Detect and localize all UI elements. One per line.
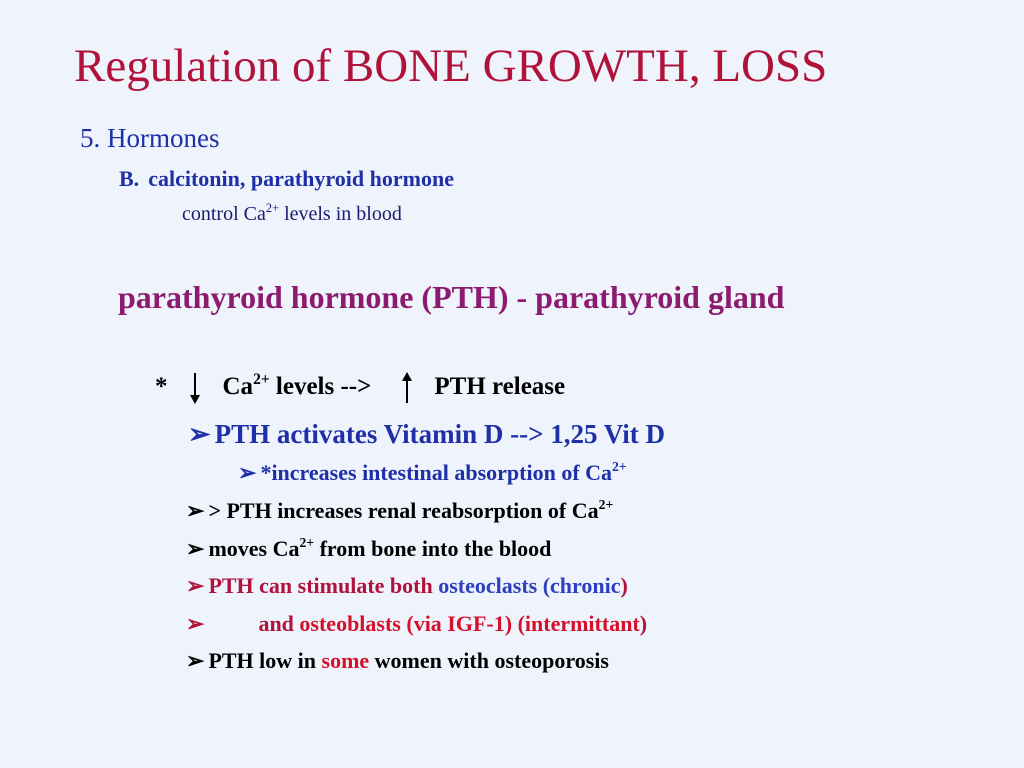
bullet-text-highlight: some [321,648,370,673]
section-heading: 5. Hormones [80,123,220,153]
star-ca: Ca [222,373,254,400]
note-line [182,201,402,227]
bullet-vitamin-d [188,417,665,451]
bullet-arrow-icon: ➢ [188,419,211,449]
bullet-sup: 2+ [299,535,315,551]
bullet-text-post: from bone into the blood [314,536,552,561]
arrow-up-icon [400,371,414,405]
bullet-arrow-icon: ➢ [238,460,257,485]
bullet-text-highlight: osteoclasts (chronic [438,573,621,598]
subsection-heading [119,165,454,193]
bullet-text-highlight: osteoblasts (via IGF-1) (intermittant [299,611,640,636]
bullet-text-post: ) [639,611,648,636]
arrow-down-icon [188,371,202,405]
bullet-osteoporosis [186,646,609,676]
note-pre: control Ca [182,203,266,225]
bullet-osteoclasts [186,571,628,601]
bullet-bone-to-blood [186,534,551,564]
bullet-osteoblasts [186,609,647,639]
star-sup: 2+ [253,370,270,388]
bullet-text: *increases intestinal absorption of Ca [260,460,613,485]
bullet-arrow-icon: ➢ [186,611,205,636]
bullet-arrow-icon: ➢ [186,648,205,673]
bullet-text: moves Ca [208,536,300,561]
bullet-text: PTH can stimulate both [208,573,439,598]
bullet-text-post: ) [620,573,628,598]
bullet-text: and [258,611,300,636]
bullet-intestinal-absorption [238,458,627,488]
slide-title: Regulation of BONE GROWTH, LOSS [74,40,828,92]
subsection-prefix: B. [119,166,140,191]
bullet-text: PTH low in [208,648,322,673]
star-marker: * [155,373,168,400]
bullet-text: > PTH increases renal reabsorption of Ca [208,498,599,523]
note-sup: 2+ [265,200,280,215]
bullet-sup: 2+ [598,497,614,513]
star-line [155,370,565,405]
pth-heading: parathyroid hormone (PTH) - parathyroid gland [118,279,785,315]
star-post: PTH release [434,373,566,400]
bullet-text: PTH activates Vitamin D --> 1,25 Vit D [214,419,665,449]
note-post: levels in blood [279,203,402,225]
bullet-renal-reabsorption [186,496,613,526]
bullet-text-post: women with osteoporosis [369,648,609,673]
star-mid: levels --> [269,373,372,400]
bullet-arrow-icon: ➢ [186,573,205,598]
bullet-arrow-icon: ➢ [186,536,205,561]
bullet-arrow-icon: ➢ [186,498,205,523]
subsection-text: calcitonin, parathyroid hormone [148,166,454,191]
bullet-sup: 2+ [612,459,627,475]
